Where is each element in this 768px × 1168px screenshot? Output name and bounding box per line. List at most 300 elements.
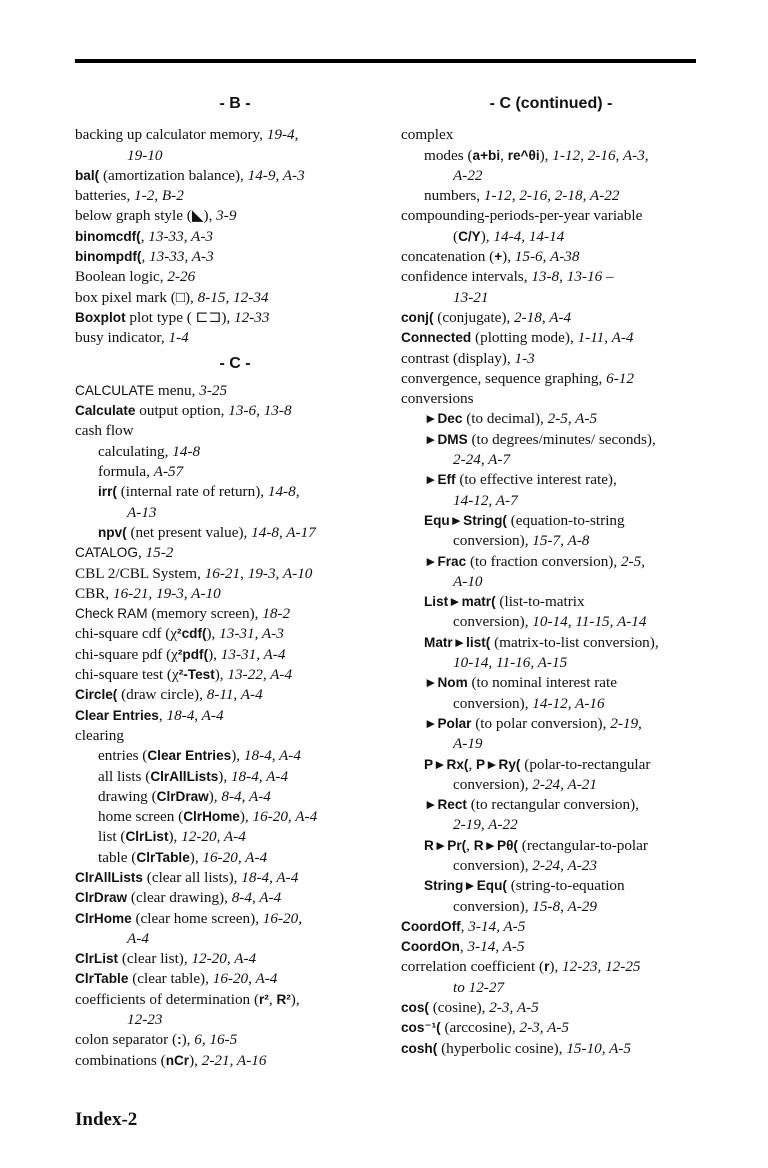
page-reference: 1-12, 2-16, A-3, — [552, 146, 649, 164]
entry-text: conversion), — [453, 856, 533, 874]
index-entry-line — [75, 767, 395, 787]
key-term: ClrHome — [75, 910, 132, 926]
index-entry-line — [401, 125, 701, 145]
index-entry-line — [401, 328, 701, 348]
entry-text: ), — [208, 645, 221, 663]
top-rule — [75, 59, 696, 63]
page-reference: 8-11, A-4 — [206, 686, 263, 704]
key-term: ClrList — [125, 829, 169, 845]
index-entry-line — [401, 836, 701, 856]
page-reference: A-57 — [153, 463, 184, 481]
entry-text: CBR, — [75, 584, 113, 602]
page-reference: 3-14, A-5 — [467, 938, 525, 956]
key-term: ClrAllLists — [75, 869, 143, 885]
page-reference: 16-20, — [262, 909, 303, 927]
entry-text: batteries, — [75, 187, 135, 205]
index-entry-line — [75, 227, 395, 247]
index-entry-line — [401, 267, 701, 287]
key-term: CoordOff — [401, 918, 461, 934]
index-entry-line — [401, 998, 701, 1018]
index-entry-line — [401, 653, 701, 673]
key-term: ►Eff — [424, 472, 456, 488]
entry-text: ), — [539, 146, 553, 164]
key-term: npv( — [98, 524, 127, 540]
index-entry-line — [75, 1051, 395, 1071]
index-entry-line — [75, 267, 395, 287]
key-term: P►Rx( — [424, 756, 469, 772]
entry-text: (clear table), — [128, 970, 213, 988]
key-term: Circle( — [75, 687, 118, 703]
entry-text: concatenation ( — [401, 248, 495, 266]
page-reference: 15-7, A-8 — [532, 532, 590, 550]
entry-text: Check RAM — [75, 606, 148, 622]
entry-text: plot type ( — [125, 308, 196, 326]
page-reference: 15-2 — [145, 544, 174, 562]
entry-text: , — [137, 544, 146, 562]
entry-text: (equation-to-string — [506, 511, 625, 529]
entry-text: (cosine), — [428, 999, 490, 1017]
entry-text: , — [468, 755, 477, 773]
index-entry-line — [75, 543, 395, 563]
entry-text: complex — [401, 126, 454, 144]
entry-text: conversion), — [453, 897, 533, 915]
key-term: Clear Entries — [75, 707, 159, 723]
entry-text: clearing — [75, 726, 124, 744]
key-term: ►Dec — [424, 411, 463, 427]
entry-text: table ( — [98, 848, 137, 866]
key-term: cos( — [401, 1000, 429, 1016]
entry-text: (polar-to-rectangular — [520, 755, 651, 773]
entry-text: (to polar conversion), — [471, 714, 611, 732]
entry-text: (to rectangular conversion), — [466, 796, 639, 814]
entry-text: ), — [214, 666, 228, 684]
index-entry-line — [75, 584, 395, 604]
entry-text: below graph style ( — [75, 207, 192, 225]
index-entry-line — [75, 328, 395, 348]
page-reference: 2-18, A-4 — [514, 308, 572, 326]
index-entry-line — [75, 909, 395, 929]
page-reference: 12-20, A-4 — [191, 950, 257, 968]
page-reference: 18-4, A-4 — [241, 868, 299, 886]
page-reference: 2-5, A-5 — [547, 410, 598, 428]
index-entry-line — [401, 146, 701, 166]
entry-text: conversion), — [453, 694, 533, 712]
index-entry-line — [75, 308, 395, 328]
index-entry-line — [75, 787, 395, 807]
page-reference: 10-14, 11-15, A-14 — [532, 613, 647, 631]
page-reference: A-22 — [453, 166, 483, 184]
page-reference: A-4 — [127, 929, 149, 947]
index-entry-line — [75, 868, 395, 888]
page-reference: 14-12, A-7 — [453, 491, 518, 509]
entry-text: □ — [175, 288, 185, 306]
key-term: C/Y — [458, 228, 481, 244]
index-entry-line — [75, 827, 395, 847]
index-entry-line — [75, 564, 395, 584]
index-entry-line — [401, 531, 701, 551]
index-column-left — [75, 94, 395, 1071]
index-entry-line — [75, 807, 395, 827]
section-heading-b: - B - — [219, 95, 251, 112]
entry-text: drawing ( — [98, 787, 157, 805]
key-term: Matr►list( — [424, 634, 491, 650]
page-reference: 13-22, A-4 — [227, 666, 293, 684]
page-reference: 18-4, A-4 — [230, 767, 289, 785]
entry-text: ), — [189, 1051, 202, 1069]
index-entry-line — [401, 937, 701, 957]
index-entry-line — [401, 714, 701, 734]
entry-text: (amortization balance), — [99, 166, 248, 184]
index-entry-line — [401, 349, 701, 369]
page-footer: Index-2 — [75, 1109, 138, 1130]
entry-text: ), — [189, 848, 203, 866]
index-entry-line — [401, 856, 701, 876]
entry-text: (rectangular-to-polar — [517, 836, 648, 854]
index-entry-line — [75, 1010, 395, 1030]
entry-text: χ — [172, 666, 179, 684]
entry-text: , — [141, 248, 150, 266]
entry-text: busy indicator, — [75, 329, 169, 347]
index-entry-line — [401, 186, 701, 206]
key-term: ►Polar — [424, 715, 472, 731]
entry-text: (to fraction conversion), — [466, 552, 621, 570]
index-entry-line — [75, 247, 395, 267]
section-heading-c: - C - — [219, 354, 251, 372]
page-reference: 14-8, A-17 — [251, 523, 316, 541]
entry-text: output option, — [135, 402, 229, 420]
page-reference: 3-14, A-5 — [468, 917, 526, 935]
index-entry-line — [75, 288, 395, 308]
entry-text: numbers, — [424, 187, 484, 205]
page-reference: 1-3 — [514, 349, 535, 367]
page-reference: 18-4, A-4 — [166, 706, 224, 724]
index-entry-line — [75, 604, 395, 624]
key-term: conj( — [401, 309, 434, 325]
key-term: binompdf( — [75, 249, 142, 265]
key-term: Connected — [401, 330, 472, 346]
entry-text: , — [459, 938, 468, 956]
key-term: String►Equ( — [424, 878, 507, 894]
section-heading-c-continued: - C (continued) - — [489, 95, 613, 112]
key-term: P►Ry( — [476, 756, 521, 772]
index-entry-line — [401, 795, 701, 815]
index-entry-line — [75, 929, 395, 949]
page-reference: 15-6, A-38 — [514, 248, 580, 266]
index-entry-line — [75, 888, 395, 908]
key-term: ClrDraw — [75, 890, 128, 906]
index-entry-line — [401, 389, 701, 409]
index-entry-line — [401, 288, 701, 308]
index-entry-line — [75, 746, 395, 766]
page-reference: 8-4, A-4 — [221, 787, 271, 805]
key-term: ²-Test — [178, 667, 215, 683]
key-term: : — [177, 1032, 182, 1048]
page-reference: 2-3, A-5 — [489, 999, 539, 1017]
page-reference: 18-2 — [262, 605, 291, 623]
page-reference: 18-4, A-4 — [243, 747, 301, 765]
page-reference: 19-10 — [127, 146, 163, 164]
key-term: ClrTable — [136, 849, 190, 865]
index-entry-line — [401, 409, 701, 429]
entry-text: backing up calculator memory, — [75, 126, 267, 144]
entry-text: , — [158, 706, 167, 724]
index-entry-line — [401, 775, 701, 795]
page-reference: 2-5, — [620, 552, 645, 570]
entry-text: conversion), — [453, 532, 533, 550]
key-term: ►Rect — [424, 797, 467, 813]
key-term: r² — [259, 991, 269, 1007]
page-reference: 13-6, 13-8 — [228, 402, 292, 420]
entry-text: ), — [221, 308, 234, 326]
index-entry-line — [401, 876, 701, 896]
page-reference: 14-4, 14-14 — [493, 227, 565, 245]
page-reference: 16-20, A-4 — [212, 970, 278, 988]
page-reference: 16-21, 19-3, A-10 — [112, 584, 221, 602]
key-term: cos⁻¹( — [401, 1020, 441, 1036]
entry-text: ), — [290, 990, 300, 1008]
page-reference: 2-24, A-23 — [532, 856, 597, 874]
key-term: List►matr( — [424, 594, 496, 610]
index-entry-line — [401, 755, 701, 775]
index-entry-line — [75, 726, 395, 746]
page-reference: A-13 — [127, 503, 157, 521]
page-reference: 15-10, A-5 — [566, 1039, 632, 1057]
entry-text: (draw circle), — [117, 686, 207, 704]
entry-text: compounding-periods-per-year variable — [401, 207, 643, 225]
entry-text: (internal rate of return), — [116, 483, 268, 501]
entry-text: ◣ — [191, 207, 204, 225]
index-entry-line — [75, 421, 395, 441]
index-entry-line — [401, 247, 701, 267]
page-reference: 1-4 — [168, 329, 189, 347]
key-term: nCr — [165, 1052, 190, 1068]
entry-text: conversion), — [453, 775, 533, 793]
index-entry-line — [401, 815, 701, 835]
entry-text: colon separator ( — [75, 1031, 178, 1049]
key-term: R►Pr( — [424, 837, 467, 853]
page-reference: 13-33, A-3 — [149, 248, 214, 266]
page-reference: 13-31, A-4 — [220, 645, 286, 663]
entry-text: modes ( — [424, 146, 473, 164]
index-entry-line — [401, 978, 701, 998]
key-term: ClrList — [75, 951, 119, 967]
entry-text: ), — [206, 625, 220, 643]
index-entry-line — [75, 645, 395, 665]
index-entry-line — [401, 166, 701, 186]
entry-text: correlation coefficient ( — [401, 958, 545, 976]
index-entry-line — [75, 442, 395, 462]
entry-text: , — [500, 146, 508, 164]
entry-text: , — [466, 836, 474, 854]
key-term: ClrTable — [75, 971, 129, 987]
entry-text: ), — [181, 1031, 195, 1049]
page-reference: 12-33 — [233, 308, 270, 326]
index-entry-line — [75, 624, 395, 644]
entry-text: (clear list), — [118, 950, 192, 968]
index-entry-line — [401, 673, 701, 693]
index-entry-line — [75, 401, 395, 421]
entry-text: , — [460, 917, 469, 935]
entry-text: (list-to-matrix — [495, 593, 585, 611]
entry-text: (string-to-equation — [506, 877, 625, 895]
page-reference: 12-23 — [127, 1011, 163, 1029]
entry-text: ), — [480, 227, 494, 245]
key-term: ►Frac — [424, 553, 467, 569]
page-reference: 16-20, A-4 — [252, 808, 318, 826]
index-entry-line — [401, 369, 701, 389]
entry-text: (plotting mode), — [471, 329, 578, 347]
page-reference: 6-12 — [606, 369, 634, 387]
index-entry-line — [75, 462, 395, 482]
entry-text: chi-square pdf ( — [75, 645, 172, 663]
key-term: bal( — [75, 167, 100, 183]
index-entry-line — [75, 665, 395, 685]
page-reference: 1-2, B-2 — [134, 187, 184, 205]
page-reference: 14-8, — [267, 483, 300, 501]
page-reference: 2-24, A-21 — [532, 775, 597, 793]
entry-text: formula, — [98, 463, 154, 481]
key-term: ²cdf( — [177, 626, 207, 642]
key-term: irr( — [98, 484, 117, 500]
index-entry-line — [401, 734, 701, 754]
index-entry-line — [401, 227, 701, 247]
index-entry-line — [401, 430, 701, 450]
index-entry-line — [75, 990, 395, 1010]
index-entry-line — [401, 491, 701, 511]
index-entry-line — [75, 949, 395, 969]
entry-text: chi-square test ( — [75, 666, 172, 684]
index-entry-line — [75, 848, 395, 868]
index-entry-line — [75, 685, 395, 705]
page-reference: 14-12, A-16 — [532, 694, 605, 712]
page-reference: 14-8 — [172, 442, 201, 460]
entry-text: χ — [171, 645, 178, 663]
key-term: + — [494, 249, 503, 265]
entry-text: CATALOG — [75, 545, 138, 561]
index-entry-line — [75, 381, 395, 401]
page-reference: 10-14, 11-16, A-15 — [453, 654, 568, 672]
page-reference: 8-15, 12-34 — [197, 288, 269, 306]
key-term: re^θi — [507, 147, 540, 163]
page-reference: 3-9 — [216, 207, 237, 225]
index-entry-line — [75, 186, 395, 206]
entry-text: (net present value), — [126, 523, 252, 541]
index-entry-line — [75, 166, 395, 186]
page-reference: 13-21 — [453, 288, 489, 306]
key-term: a+bi — [472, 147, 501, 163]
page-reference: 2-3, A-5 — [519, 1019, 570, 1037]
entry-text: ), — [231, 747, 244, 765]
index-entry-line — [401, 308, 701, 328]
index-entry-line — [401, 694, 701, 714]
entry-text: ⊏⊐ — [195, 308, 222, 326]
key-term: ²pdf( — [177, 646, 209, 662]
page-reference: 1-12, 2-16, 2-18, A-22 — [483, 187, 620, 205]
page-reference: 2-19, A-22 — [453, 816, 518, 834]
entry-text: menu, — [154, 381, 200, 399]
index-entry-line — [401, 450, 701, 470]
key-term: Calculate — [75, 403, 136, 419]
index-column-right — [401, 94, 701, 1059]
page-reference: 13-31, A-3 — [219, 625, 284, 643]
page-reference: 1-11, A-4 — [577, 329, 634, 347]
entry-text: list ( — [98, 828, 126, 846]
page-reference: A-19 — [453, 735, 483, 753]
index-entry-line — [75, 125, 395, 145]
entry-text: chi-square cdf ( — [75, 625, 171, 643]
entry-text: CBL 2/CBL System, — [75, 564, 205, 582]
entry-text: conversions — [401, 390, 474, 408]
index-entry-line — [401, 1018, 701, 1038]
entry-text: Boolean logic, — [75, 268, 168, 286]
key-term: binomcdf( — [75, 228, 141, 244]
index-entry-line — [75, 523, 395, 543]
entry-text: ), — [239, 808, 253, 826]
entry-text: ), — [185, 288, 198, 306]
index-entry-line — [75, 706, 395, 726]
entry-text: coefficients of determination ( — [75, 990, 260, 1008]
entry-text: confidence intervals, — [401, 268, 532, 286]
entry-text: ( — [453, 227, 459, 245]
index-entry-line — [401, 206, 701, 226]
entry-text: (hyperbolic cosine), — [437, 1039, 567, 1057]
entry-text: all lists ( — [98, 767, 151, 785]
entry-text: (clear all lists), — [142, 868, 242, 886]
key-term: r — [544, 959, 550, 975]
entry-text: contrast (display), — [401, 349, 515, 367]
page-reference: 19-4, — [266, 126, 299, 144]
key-term: ►DMS — [424, 431, 468, 447]
page-reference: 3-25 — [199, 381, 228, 399]
index-entry-line — [401, 572, 701, 592]
index-entry-line — [401, 612, 701, 632]
page-reference: 2-21, A-16 — [201, 1051, 267, 1069]
entry-text: ), — [549, 958, 563, 976]
index-entry-line — [401, 552, 701, 572]
entry-text: (clear home screen), — [131, 909, 263, 927]
entry-text: cash flow — [75, 422, 134, 440]
entry-text: (to effective interest rate), — [455, 471, 617, 489]
entry-text: ), — [208, 787, 222, 805]
page-reference: 12-23, 12-25 — [562, 958, 641, 976]
index-entry-line — [401, 511, 701, 531]
key-term: ClrHome — [183, 809, 240, 825]
index-entry-line — [75, 146, 395, 166]
page-reference: 13-33, A-3 — [148, 227, 213, 245]
entry-text: (conjugate), — [433, 308, 515, 326]
entry-text: (matrix-to-list conversion), — [490, 633, 659, 651]
entry-text: entries ( — [98, 747, 148, 765]
key-term: cosh( — [401, 1040, 438, 1056]
index-entry-line — [75, 1030, 395, 1050]
page-reference: 2-24, A-7 — [453, 451, 511, 469]
key-term: ClrAllLists — [150, 768, 219, 784]
entry-text: conversion), — [453, 613, 533, 631]
entry-text: home screen ( — [98, 808, 184, 826]
page-reference: 14-9, A-3 — [247, 166, 305, 184]
entry-text: (to decimal), — [462, 410, 548, 428]
key-term: R² — [276, 991, 291, 1007]
key-term: Equ►String( — [424, 512, 507, 528]
index-entry-line — [401, 592, 701, 612]
entry-text: combinations ( — [75, 1051, 166, 1069]
entry-text: ), — [218, 767, 231, 785]
index-entry-line — [401, 957, 701, 977]
index-entry-line — [401, 897, 701, 917]
entry-text: , — [268, 990, 277, 1008]
entry-text: (clear drawing), — [127, 889, 232, 907]
key-term: Boxplot — [75, 309, 126, 325]
